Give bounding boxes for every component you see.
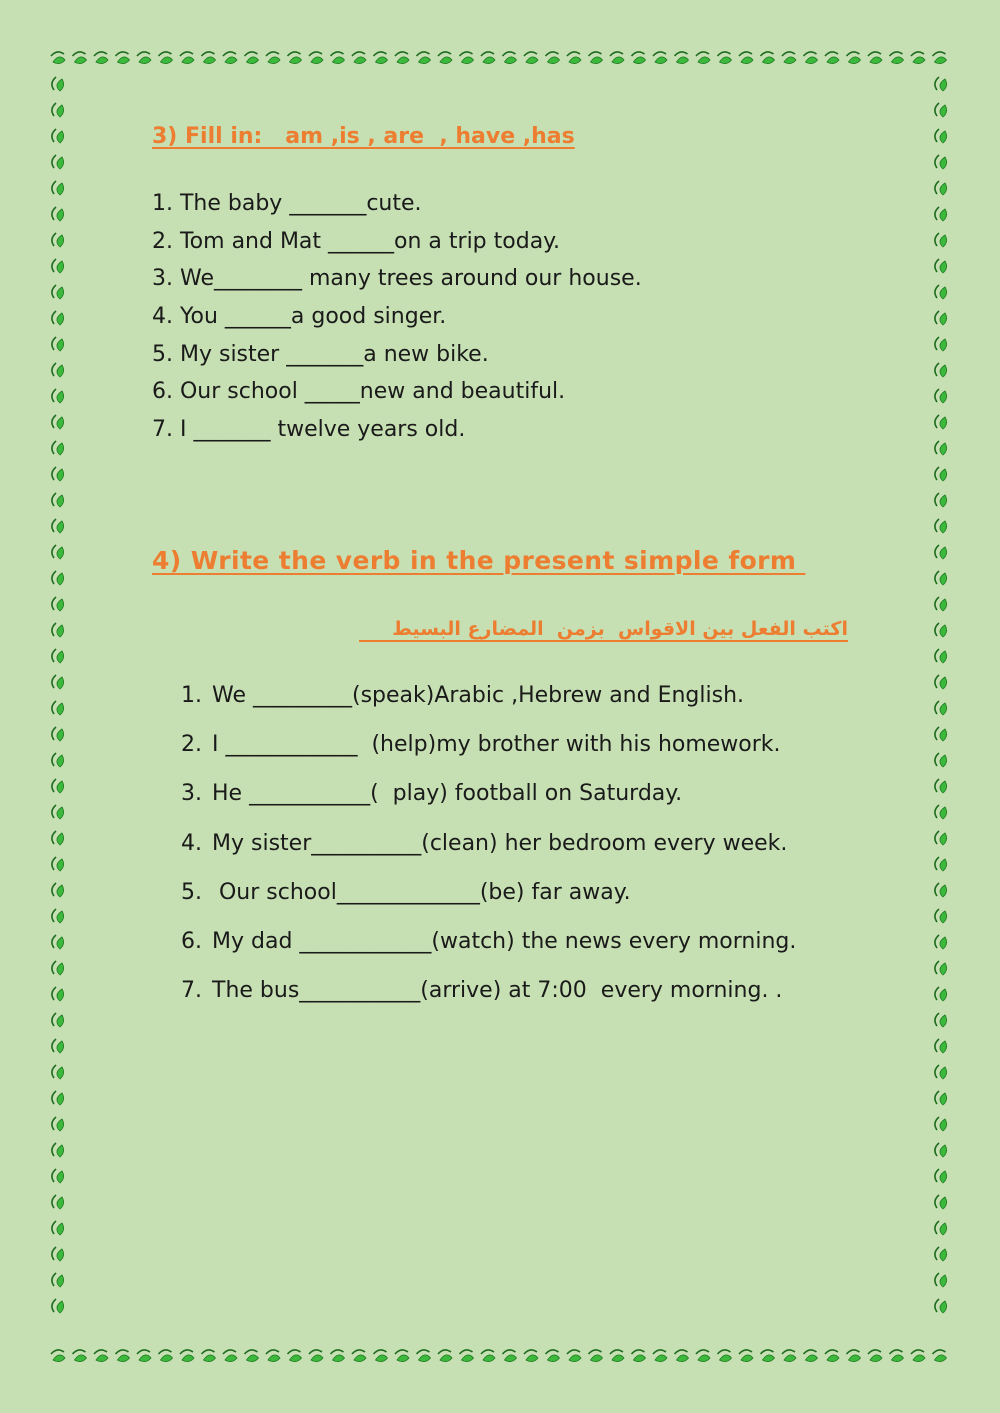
- leaf-icon: [52, 1195, 64, 1209]
- section-3-exercise-list: [152, 189, 642, 453]
- leaf-icon: [935, 1013, 947, 1027]
- leaf-icon: [52, 311, 64, 325]
- leaf-icon: [180, 1350, 194, 1362]
- leaf-icon: [935, 935, 947, 949]
- leaf-icon: [159, 52, 173, 64]
- leaf-icon: [935, 805, 947, 819]
- leaf-icon: [782, 1350, 796, 1362]
- leaf-icon: [52, 597, 64, 611]
- leaf-icon: [137, 1350, 151, 1362]
- leaf-icon: [417, 1350, 431, 1362]
- leaf-icon: [52, 467, 64, 481]
- leaf-icon: [935, 467, 947, 481]
- exercise-item: [181, 778, 796, 827]
- leaf-icon: [935, 415, 947, 429]
- leaf-icon: [935, 779, 947, 793]
- exercise-item: 5. My sister _______a new bike.: [152, 341, 489, 367]
- leaf-icon: [935, 649, 947, 663]
- leaf-icon: [374, 52, 388, 64]
- exercise-item: [181, 828, 796, 877]
- leaf-icon: [935, 77, 947, 91]
- leaf-icon: [309, 52, 323, 64]
- leaf-icon: [935, 571, 947, 585]
- leaf-icon: [52, 649, 64, 663]
- leaf-icon: [653, 52, 667, 64]
- leaf-icon: [935, 1091, 947, 1105]
- leaf-icon: [52, 337, 64, 351]
- section-4-arabic-instruction: اكتب الفعل بين الاقواس بزمن المضارع البسيط: [359, 618, 848, 640]
- item-text: The bus___________(arrive) at 7:00 every morning. .: [212, 978, 783, 1004]
- leaf-icon: [288, 1350, 302, 1362]
- leaf-icon: [52, 1221, 64, 1235]
- leaf-icon: [481, 52, 495, 64]
- exercise-item: 4. You ______a good singer.: [152, 304, 447, 330]
- leaf-icon: [52, 181, 64, 195]
- item-number: 7.: [181, 978, 202, 1004]
- leaf-icon: [935, 1143, 947, 1157]
- leaf-icon: [52, 883, 64, 897]
- leaf-icon: [395, 1350, 409, 1362]
- leaf-icon: [52, 103, 64, 117]
- leaf-icon: [935, 103, 947, 117]
- leaf-icon: [935, 909, 947, 923]
- leaf-icon: [935, 961, 947, 975]
- leaf-icon: [761, 52, 775, 64]
- leaf-icon: [935, 623, 947, 637]
- leaf-icon: [52, 415, 64, 429]
- leaf-icon: [52, 285, 64, 299]
- leaf-icon: [116, 1350, 130, 1362]
- leaf-icon: [935, 337, 947, 351]
- leaf-icon: [331, 52, 345, 64]
- leaf-icon: [804, 52, 818, 64]
- leaf-icon: [567, 52, 581, 64]
- leaf-icon: [935, 1117, 947, 1131]
- leaf-icon: [933, 52, 947, 64]
- leaf-icon: [52, 1273, 64, 1287]
- leaf-icon: [524, 1350, 538, 1362]
- leaf-icon: [481, 1350, 495, 1362]
- leaf-icon: [223, 52, 237, 64]
- leaf-icon: [935, 493, 947, 507]
- leaf-icon: [52, 1143, 64, 1157]
- leaf-icon: [935, 831, 947, 845]
- leaf-icon: [223, 1350, 237, 1362]
- leaf-icon: [675, 52, 689, 64]
- leaf-icon: [935, 1273, 947, 1287]
- item-number: 1.: [181, 683, 202, 708]
- leaf-icon: [935, 857, 947, 871]
- leaf-icon: [52, 493, 64, 507]
- leaf-icon: [202, 52, 216, 64]
- leaf-icon: [911, 1350, 925, 1362]
- section-4-exercise-list: [181, 680, 796, 1024]
- leaf-icon: [52, 909, 64, 923]
- leaf-icon: [52, 77, 64, 91]
- leaf-icon: [868, 52, 882, 64]
- leaf-icon: [675, 1350, 689, 1362]
- leaf-icon: [589, 1350, 603, 1362]
- leaf-icon: [52, 1013, 64, 1027]
- leaf-icon: [935, 441, 947, 455]
- leaf-icon: [288, 52, 302, 64]
- leaf-icon: [935, 1065, 947, 1079]
- leaf-icon: [739, 52, 753, 64]
- leaf-icon: [52, 623, 64, 637]
- leaf-icon: [632, 1350, 646, 1362]
- section-4-title: 4) Write the verb in the present simple form: [152, 546, 806, 575]
- item-text: He ___________( play) football on Saturday.: [212, 781, 683, 807]
- leaf-icon: [761, 1350, 775, 1362]
- exercise-item: 6. Our school _____new and beautiful.: [152, 379, 566, 405]
- leaf-icon: [395, 52, 409, 64]
- leaf-icon: [782, 52, 796, 64]
- leaf-icon: [935, 1221, 947, 1235]
- border-bottom-vine: [51, 1350, 947, 1362]
- leaf-icon: [935, 1247, 947, 1261]
- leaf-icon: [503, 52, 517, 64]
- leaf-icon: [935, 597, 947, 611]
- leaf-icon: [935, 259, 947, 273]
- leaf-icon: [52, 701, 64, 715]
- item-number: 5.: [181, 879, 202, 905]
- leaf-icon: [266, 1350, 280, 1362]
- leaf-icon: [52, 233, 64, 247]
- leaf-icon: [73, 52, 87, 64]
- exercise-item: 3. We________ many trees around our house.: [152, 266, 642, 292]
- leaf-icon: [935, 311, 947, 325]
- section-3-title: 3) Fill in: am ,is , are , have ,has: [152, 124, 575, 149]
- leaf-icon: [52, 857, 64, 871]
- leaf-icon: [632, 52, 646, 64]
- leaf-icon: [159, 1350, 173, 1362]
- leaf-icon: [52, 545, 64, 559]
- leaf-icon: [52, 727, 64, 741]
- border-left-vine: [52, 77, 64, 1313]
- item-text: Our school_____________(be) far away.: [212, 879, 631, 905]
- leaf-icon: [935, 389, 947, 403]
- leaf-icon: [137, 52, 151, 64]
- leaf-icon: [935, 701, 947, 715]
- border-top-vine: [51, 52, 947, 64]
- leaf-icon: [935, 753, 947, 767]
- leaf-icon: [52, 753, 64, 767]
- item-text: My dad ____________(watch) the news every morning.: [212, 928, 797, 954]
- leaf-icon: [116, 52, 130, 64]
- leaf-icon: [52, 571, 64, 585]
- leaf-icon: [52, 363, 64, 377]
- leaf-icon: [352, 52, 366, 64]
- leaf-icon: [911, 52, 925, 64]
- item-text: We _________(speak)Arabic ,Hebrew and English.: [212, 683, 745, 708]
- leaf-icon: [610, 1350, 624, 1362]
- leaf-icon: [52, 389, 64, 403]
- exercise-item: [181, 926, 796, 975]
- leaf-icon: [52, 1117, 64, 1131]
- exercise-item: [181, 975, 796, 1024]
- leaf-icon: [935, 1195, 947, 1209]
- leaf-icon: [52, 1039, 64, 1053]
- leaf-icon: [935, 155, 947, 169]
- leaf-icon: [52, 1065, 64, 1079]
- leaf-icon: [935, 987, 947, 1001]
- leaf-icon: [503, 1350, 517, 1362]
- leaf-icon: [935, 285, 947, 299]
- leaf-icon: [94, 52, 108, 64]
- leaf-icon: [245, 1350, 259, 1362]
- leaf-icon: [935, 519, 947, 533]
- leaf-icon: [546, 52, 560, 64]
- leaf-icon: [52, 519, 64, 533]
- item-number: 6.: [181, 928, 202, 954]
- leaf-icon: [935, 233, 947, 247]
- exercise-item: 1. The baby _______cute.: [152, 191, 422, 216]
- leaf-icon: [438, 1350, 452, 1362]
- leaf-icon: [935, 207, 947, 221]
- leaf-icon: [825, 1350, 839, 1362]
- item-number: 3.: [181, 781, 202, 807]
- leaf-icon: [696, 1350, 710, 1362]
- leaf-icon: [935, 1169, 947, 1183]
- leaf-icon: [51, 1350, 65, 1362]
- leaf-icon: [52, 805, 64, 819]
- leaf-icon: [52, 935, 64, 949]
- border-right-vine: [935, 77, 947, 1313]
- leaf-icon: [890, 52, 904, 64]
- item-text: My sister__________(clean) her bedroom every week.: [212, 830, 788, 856]
- leaf-icon: [935, 675, 947, 689]
- item-number: 4.: [181, 830, 202, 856]
- leaf-icon: [438, 52, 452, 64]
- leaf-icon: [460, 1350, 474, 1362]
- leaf-icon: [935, 181, 947, 195]
- leaf-icon: [847, 1350, 861, 1362]
- leaf-icon: [52, 961, 64, 975]
- exercise-item: [181, 877, 796, 926]
- leaf-icon: [94, 1350, 108, 1362]
- leaf-icon: [935, 129, 947, 143]
- leaf-icon: [589, 52, 603, 64]
- exercise-item: 2. Tom and Mat ______on a trip today.: [152, 228, 561, 254]
- leaf-icon: [52, 987, 64, 1001]
- leaf-icon: [718, 52, 732, 64]
- leaf-icon: [52, 129, 64, 143]
- leaf-icon: [52, 675, 64, 689]
- leaf-icon: [868, 1350, 882, 1362]
- leaf-icon: [52, 259, 64, 273]
- leaf-icon: [935, 1039, 947, 1053]
- leaf-icon: [331, 1350, 345, 1362]
- leaf-icon: [696, 52, 710, 64]
- leaf-icon: [935, 1299, 947, 1313]
- leaf-icon: [245, 52, 259, 64]
- leaf-icon: [52, 779, 64, 793]
- leaf-icon: [653, 1350, 667, 1362]
- leaf-icon: [739, 1350, 753, 1362]
- leaf-icon: [374, 1350, 388, 1362]
- leaf-icon: [52, 831, 64, 845]
- leaf-icon: [935, 883, 947, 897]
- leaf-icon: [933, 1350, 947, 1362]
- leaf-icon: [51, 52, 65, 64]
- leaf-icon: [352, 1350, 366, 1362]
- item-number: 2.: [181, 732, 202, 758]
- leaf-icon: [935, 363, 947, 377]
- leaf-icon: [52, 1299, 64, 1313]
- leaf-icon: [825, 52, 839, 64]
- leaf-icon: [417, 52, 431, 64]
- leaf-icon: [52, 1091, 64, 1105]
- exercise-item: [181, 680, 796, 729]
- leaf-icon: [935, 545, 947, 559]
- leaf-icon: [567, 1350, 581, 1362]
- leaf-icon: [52, 207, 64, 221]
- leaf-icon: [73, 1350, 87, 1362]
- exercise-item: 7. I _______ twelve years old.: [152, 417, 466, 443]
- leaf-icon: [309, 1350, 323, 1362]
- leaf-icon: [804, 1350, 818, 1362]
- leaf-icon: [546, 1350, 560, 1362]
- leaf-icon: [180, 52, 194, 64]
- leaf-icon: [524, 52, 538, 64]
- leaf-icon: [52, 1169, 64, 1183]
- leaf-icon: [52, 155, 64, 169]
- item-text: I ____________ (help)my brother with his homework.: [212, 732, 781, 758]
- leaf-icon: [266, 52, 280, 64]
- leaf-icon: [52, 441, 64, 455]
- leaf-icon: [935, 727, 947, 741]
- leaf-icon: [718, 1350, 732, 1362]
- leaf-icon: [202, 1350, 216, 1362]
- leaf-icon: [890, 1350, 904, 1362]
- exercise-item: [181, 729, 796, 778]
- leaf-icon: [610, 52, 624, 64]
- leaf-icon: [52, 1247, 64, 1261]
- leaf-icon: [460, 52, 474, 64]
- leaf-icon: [847, 52, 861, 64]
